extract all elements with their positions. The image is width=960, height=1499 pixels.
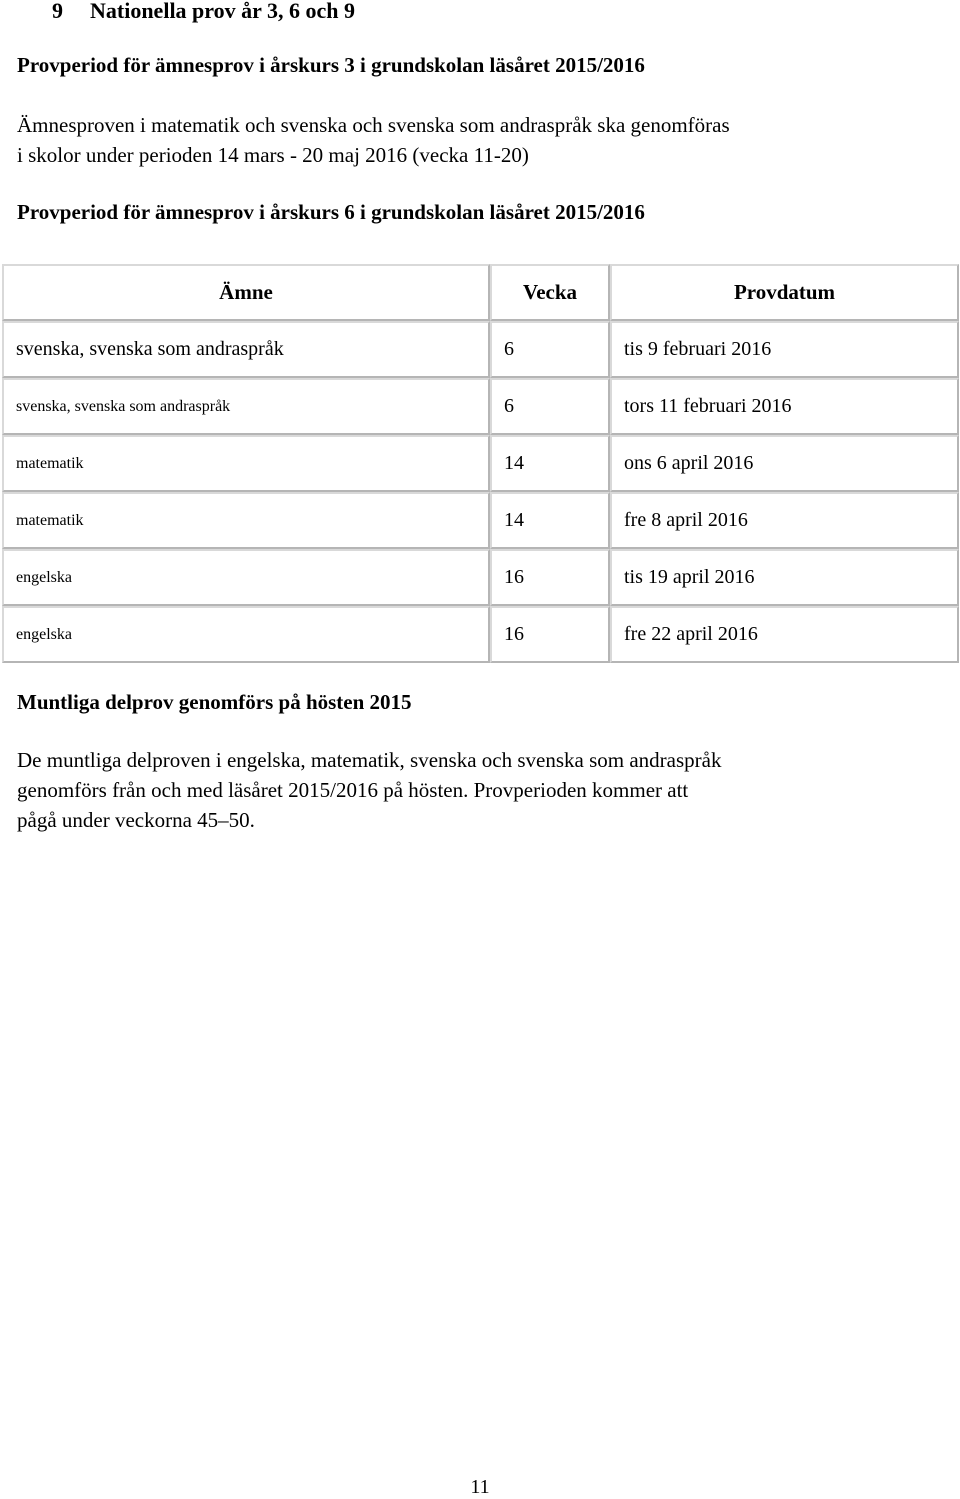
subject-cell: svenska, svenska som andraspråk <box>2 378 490 435</box>
table-row <box>2 435 959 492</box>
oral-text-line1: De muntliga delproven i engelska, matematik, svenska och svenska som andraspråk <box>17 748 722 772</box>
date-cell: ons 6 april 2016 <box>610 435 959 492</box>
test-schedule-table <box>2 264 959 663</box>
subject-cell: svenska, svenska som andraspråk <box>2 321 490 378</box>
oral-text-line3: pågå under veckorna 45–50. <box>17 808 255 832</box>
section-heading <box>52 0 355 24</box>
date-cell: tors 11 februari 2016 <box>610 378 959 435</box>
subject-cell: engelska <box>2 606 490 663</box>
section-number: 9 <box>52 0 63 23</box>
header-date: Provdatum <box>610 264 959 321</box>
header-subject: Ämne <box>2 264 490 321</box>
date-cell: tis 19 april 2016 <box>610 549 959 606</box>
grade3-paragraph <box>17 110 730 170</box>
subject-cell: matematik <box>2 492 490 549</box>
table-row <box>2 606 959 663</box>
week-cell: 14 <box>490 435 610 492</box>
oral-paragraph <box>17 745 721 835</box>
table-header-row <box>2 264 959 321</box>
date-cell: fre 22 april 2016 <box>610 606 959 663</box>
subject-cell: engelska <box>2 549 490 606</box>
grade3-text-line1: Ämnesproven i matematik och svenska och svenska som andraspråk ska genomföras <box>17 113 730 137</box>
date-cell: fre 8 april 2016 <box>610 492 959 549</box>
header-week: Vecka <box>490 264 610 321</box>
subject-cell: matematik <box>2 435 490 492</box>
oral-text-line2: genomförs från och med läsåret 2015/2016 på hösten. Provperioden kommer att <box>17 778 689 802</box>
section-title: Nationella prov år 3, 6 och 9 <box>90 0 356 23</box>
week-cell: 16 <box>490 606 610 663</box>
week-cell: 6 <box>490 378 610 435</box>
table-row <box>2 549 959 606</box>
date-cell: tis 9 februari 2016 <box>610 321 959 378</box>
week-cell: 16 <box>490 549 610 606</box>
grade3-text-line2: i skolor under perioden 14 mars - 20 maj 2016 (vecka 11-20) <box>17 143 529 167</box>
table-row <box>2 321 959 378</box>
grade6-heading: Provperiod för ämnesprov i årskurs 6 i grundskolan läsåret 2015/2016 <box>17 200 645 224</box>
page-number: 11 <box>470 1476 490 1498</box>
oral-heading: Muntliga delprov genomförs på hösten 2015 <box>17 690 412 714</box>
table-row <box>2 378 959 435</box>
grade3-heading: Provperiod för ämnesprov i årskurs 3 i grundskolan läsåret 2015/2016 <box>17 53 645 77</box>
table-row <box>2 492 959 549</box>
week-cell: 6 <box>490 321 610 378</box>
week-cell: 14 <box>490 492 610 549</box>
